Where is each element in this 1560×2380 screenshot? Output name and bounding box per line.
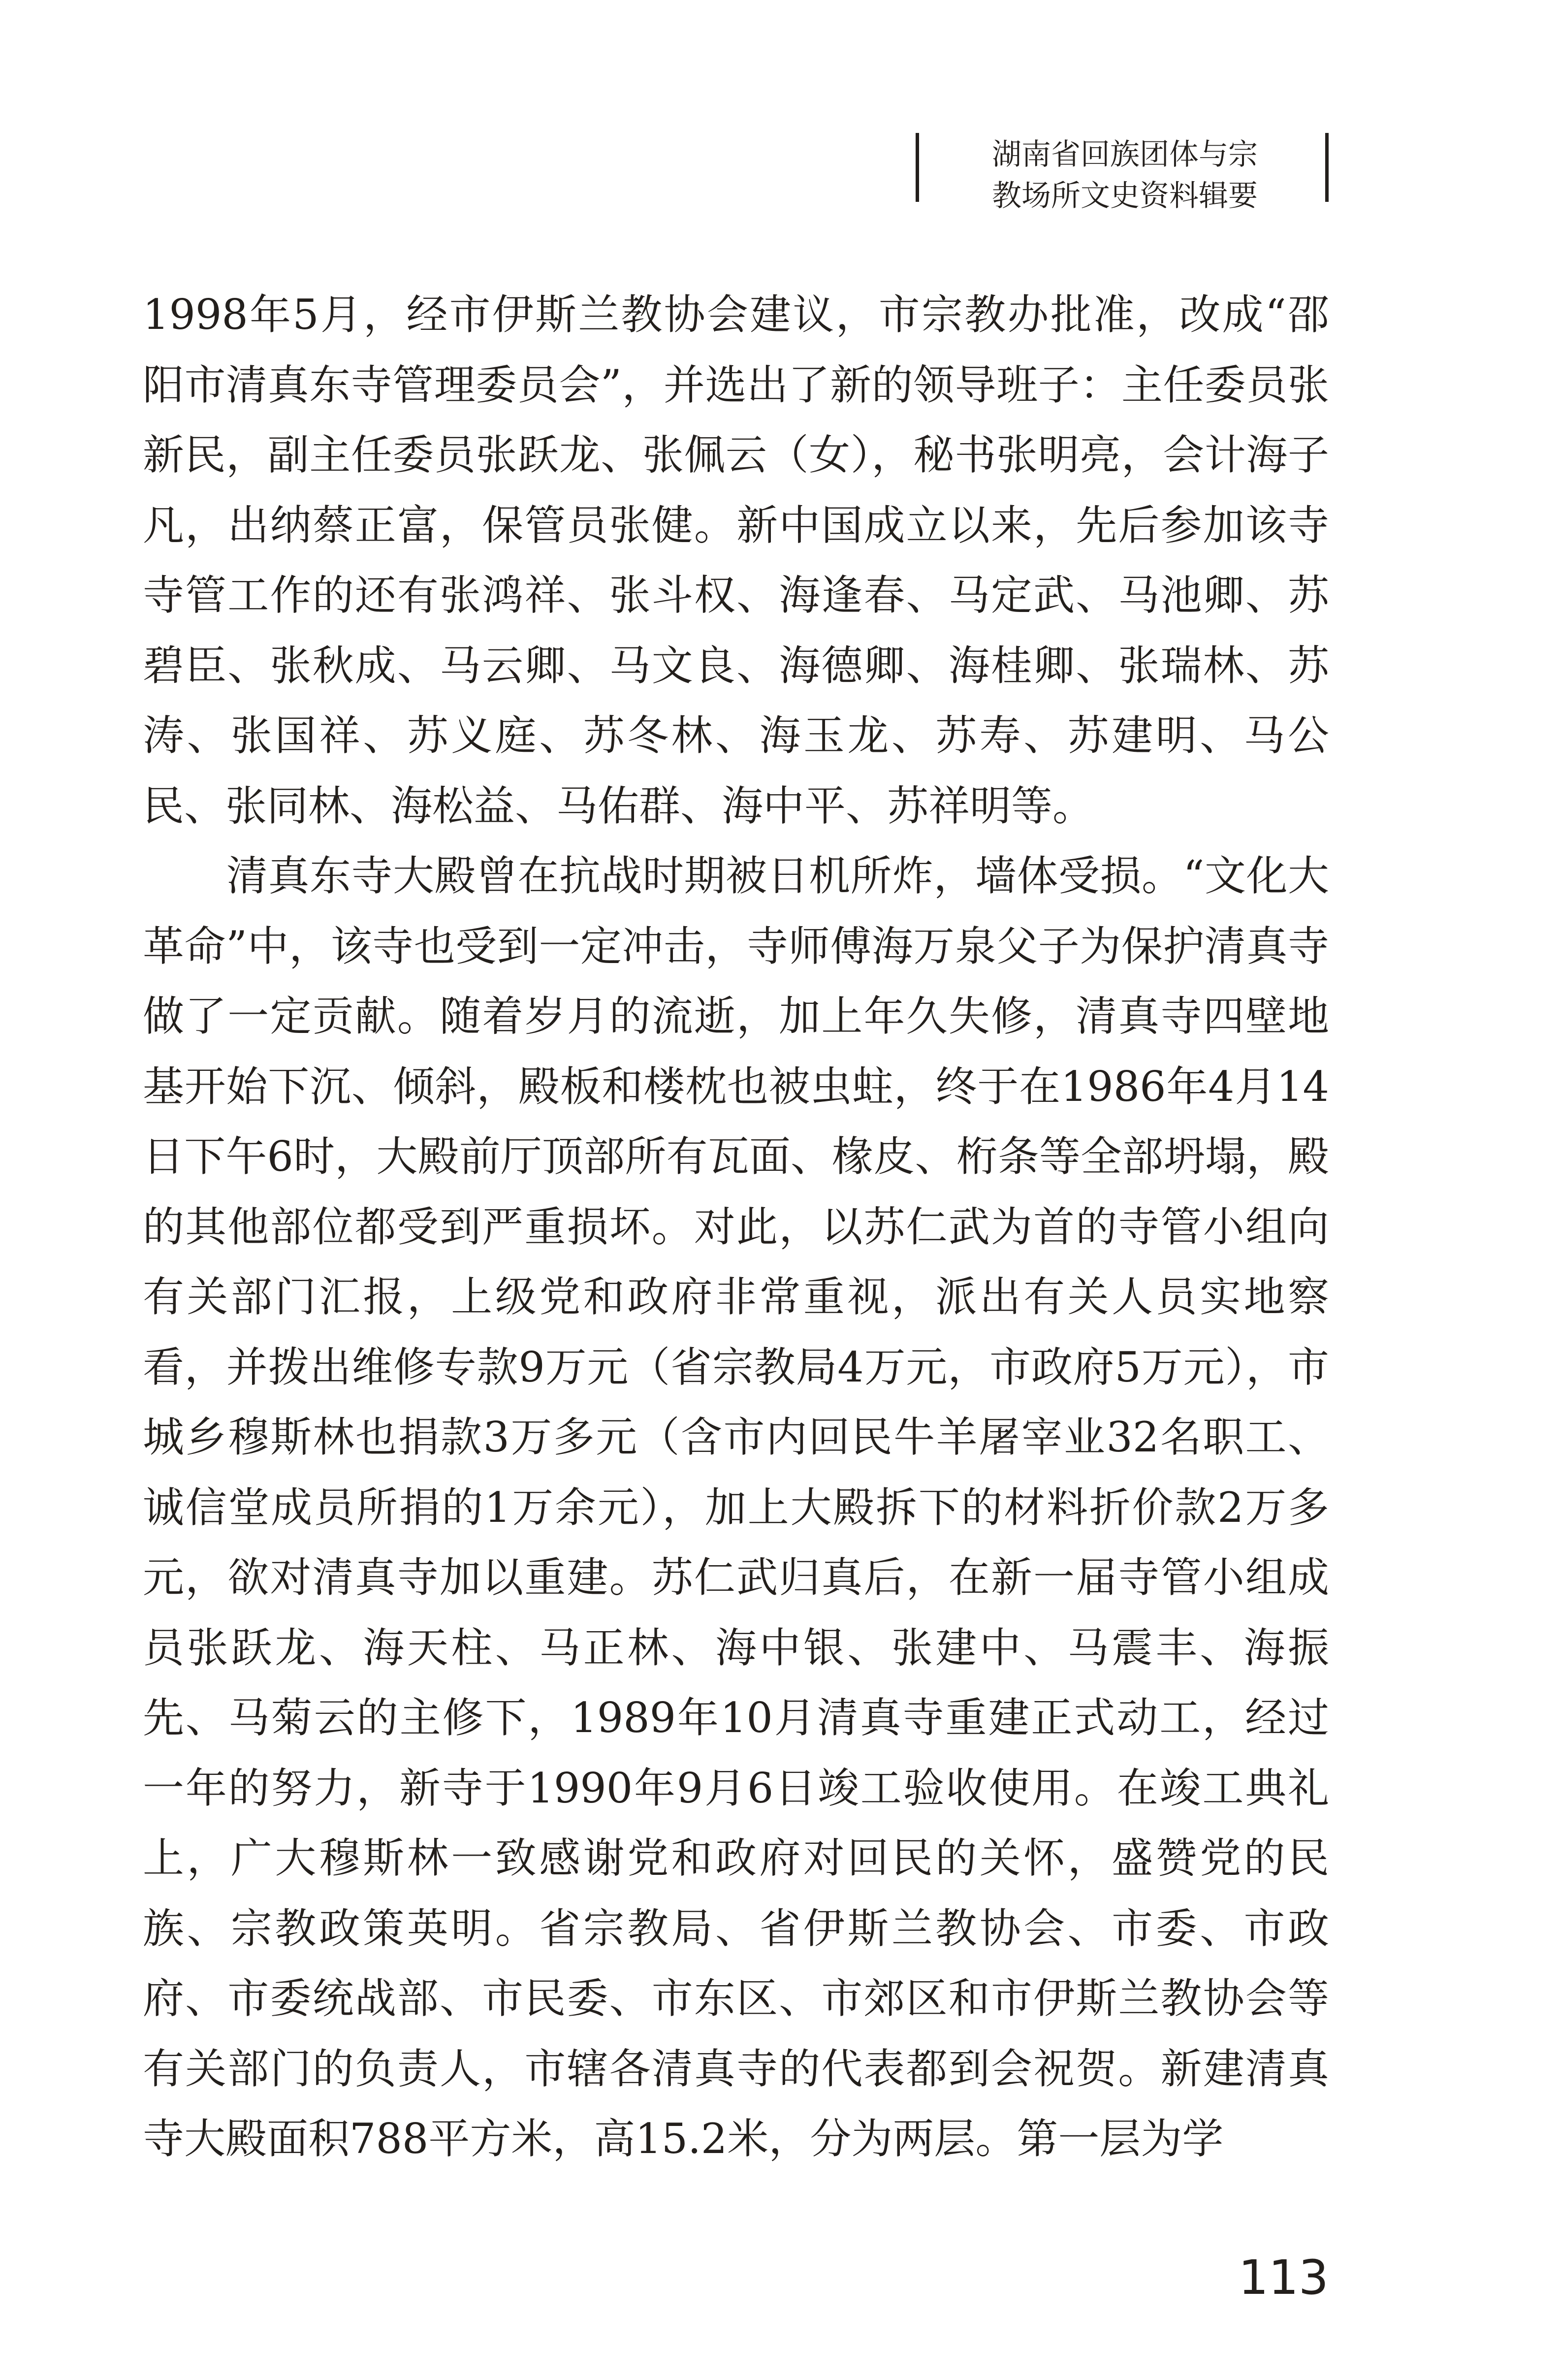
body-text bbox=[143, 280, 1329, 2174]
running-header-line-1: 湖南省回族团体与宗 bbox=[992, 137, 1258, 172]
header-left-rule bbox=[916, 133, 919, 202]
header-right-rule bbox=[1325, 133, 1329, 202]
running-header-line-2: 教场所文史资料辑要 bbox=[992, 179, 1258, 213]
paragraph-2: 清真东寺大殿曾在抗战时期被日机所炸，墙体受损。“文化大革命”中，该寺也受到一定冲击，寺师傅海万泉父子为保护清真寺做了一定贡献。随着岁月的流逝，加上年久失修，清真寺四壁地基开始下沉、倾斜，殿板和楼枕也被虫蛀，终于在1986年4月14日下午6时，大殿前厅顶部所有瓦面、椽皮、桁条等全部坍塌，殿的其他部位都受到严重损坏。对此，以苏仁武为首的寺管小组向有关部门汇报，上级党和政府非常重视，派出有关人员实地察看，并拨出维修专款9万元（省宗教局4万元，市政府5万元），市城乡穆斯林也捐款3万多元（含市内回民牛羊屠宰业32名职工、诚信堂成员所捐的1万余元），加上大殿拆下的材料折价款2万多元，欲对清真寺加以重建。苏仁武归真后，在新一届寺管小组成员张跃龙、海天柱、马正林、海中银、张建中、马震丰、海振先、马菊云的主修下，1989年10月清真寺重建正式动工，经过一年的努力，新寺于1990年9月6日竣工验收使用。在竣工典礼上，广大穆斯林一致感谢党和政府对回民的关怀，盛赞党的民族、宗教政策英明。省宗教局、省伊斯兰教协会、市委、市政府、市委统战部、市民委、市东区、市郊区和市伊斯兰教协会等有关部门的负责人，市辖各清真寺的代表都到会祝贺。新建清真寺大殿面积788平方米，高15.2米，分为两层。第一层为学 bbox=[143, 852, 1329, 2163]
paragraph-1: 1998年5月，经市伊斯兰教协会建议，市宗教办批准，改成“邵阳市清真东寺管理委员会”，并选出了新的领导班子：主任委员张新民，副主任委员张跃龙、张佩云（女），秘书张明亮，会计海子凡，出纳蔡正富，保管员张健。新中国成立以来，先后参加该寺寺管工作的还有张鸿祥、张斗权、海逢春、马定武、马池卿、苏碧臣、张秋成、马云卿、马文良、海德卿、海桂卿、张瑞林、苏涛、张国祥、苏义庭、苏冬林、海玉龙、苏寿、苏建明、马公民、张同林、海松益、马佑群、海中平、苏祥明等。 bbox=[143, 290, 1329, 830]
running-header bbox=[928, 134, 1322, 217]
page-number: 113 bbox=[1238, 2250, 1329, 2305]
